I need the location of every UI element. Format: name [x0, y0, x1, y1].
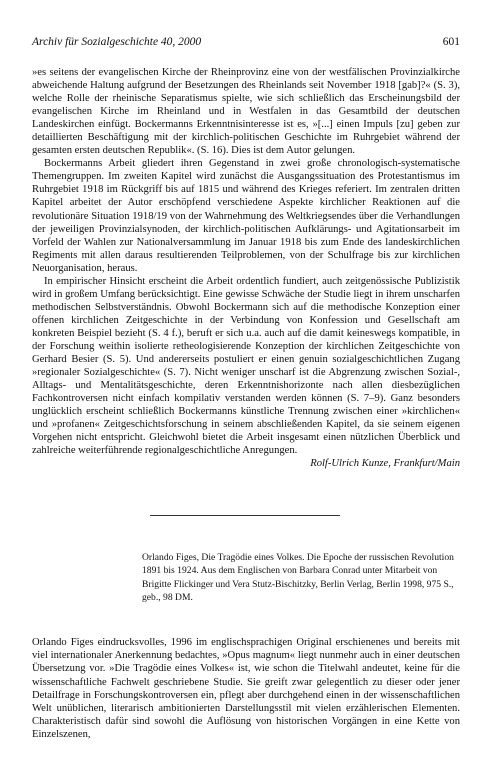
journal-title: Archiv für Sozialgeschichte 40, 2000 — [32, 36, 202, 48]
bibliography-text: Orlando Figes, Die Tragödie eines Volkes. Die Epoche der russischen Revolution 1891 bis 1924. Aus dem Englischen von Barbara Conrad unter Mitarbeit von Brigitte Flickinger und Vera Stutz-Bischitzky, Berlin Verlag, Berlin 1998, 975 S., geb., 98 DM. — [142, 552, 454, 604]
review-figes — [32, 636, 460, 742]
page-number: 601 — [442, 36, 460, 48]
review-paragraph: Bockermanns Arbeit gliedert ihren Gegenstand in zwei große chronologisch-systematische Themengruppen. Im zweiten Kapitel wird zunächst die Ausgangssituation des Protestantismus im Ruhrgebiet 1918 im Rückgriff bis auf 1815 und während des Krieges referiert. Im zentralen dritten Kapitel arbeitet der Autor erschöpfend verschiedene Aspekte kirchlicher Reaktionen auf die revolutionäre Situation 1918/19 von der Wahrnehmung des Weltkriegsendes über die Verhandlungen der jeweiligen Provinzialsynoden, der kirchlich-politischen Aufklärungs- und Agitationsarbeit im Vorfeld der Wahlen zur Nationalversammlung im Januar 1918 bis zum Ende des landeskirchlichen Regiments mit allen daraus resultierenden Teilproblemen, von der Schulfrage bis zur kirchlichen Neuorganisation, heraus. — [32, 158, 460, 274]
signature-line — [32, 457, 460, 470]
running-head — [32, 36, 460, 52]
section-divider — [150, 515, 340, 516]
review-kunze — [32, 66, 460, 470]
review-paragraph: »es seitens der evangelischen Kirche der Rheinprovinz eine von der westfälischen Provinzialkirche abweichende Haltung aufgrund der Besetzungen des Rheinlands seit November 1918 [gab]?« (S. 3), welche Rolle der rheinische Separatismus spielte, wie sich schließlich das Erscheinungsbild der evangelischen Kirche im Rheinland und in Westfalen in das Gesamtbild der deutschen Landeskirchen einfügt. Bockermanns Erkenntnisinteresse ist es, »[...] einen Impuls [zu] geben zur detaillierten Beschäftigung mit der kirchlich-politischen Geschichte im Ruhrgebiet während der gesamten ersten deutschen Republik«. (S. 16). Dies ist dem Autor gelungen. — [32, 67, 460, 157]
review-paragraph: In empirischer Hinsicht erscheint die Arbeit ordentlich fundiert, auch zeitgenössische Publizistik wird in großem Umfang berücksichtigt. Eine gewisse Schwäche der Studie liegt in ihrem unscharfen methodischen Selbstverständnis. Obwohl Bockermann sich auf die methodische Konzeption einer offenen kirchlichen Zeitgeschichte in der Verbindung von Konfession und Gesellschaft am konkreten Beispiel bezieht (S. 4 f.), beruft er sich u.a. auch auf die damit keineswegs kompatible, in der Forschung weithin isolierte retheologisierende Konzeption der kirchlichen Zeitgeschichte von Gerhard Besier (S. 5). Und andererseits postuliert er einen genuin sozialgeschichtlichen Zugang »regionaler Sozialgeschichte« (S. 7). Nicht weniger unscharf ist die Abgrenzung zwischen Sozial-, Alltags- und Mentalitätsgeschichte, deren Erkenntnishorizonte nach allen diesbezüglichen Fachkontroversen nicht einfach kompilativ verstanden werden können (S. 7–9). Ganz besonders unglücklich erscheint schließlich Bockermanns künstliche Trennung zwischen einer »kirchlichen« und »profanen« Zeitgeschichtsforschung in seinem abschließenden Kapitel, da sie seinem eigenen Vorgehen nicht entspricht. Gleichwohl bietet die Arbeit insgesamt einen nützlichen Überblick und zahlreiche weiterführende regionalgeschichtliche Anregungen. — [32, 275, 460, 457]
reviewer-signature: Rolf-Ulrich Kunze, Frankfurt/Main — [310, 458, 460, 470]
bibliography-entry — [142, 551, 460, 605]
review-paragraph: Orlando Figes eindrucksvolles, 1996 im englischsprachigen Original erschienenes und bereits mit viel internationaler Anerkennung bedachtes, »Opus magnum« liegt nunmehr auch in einer deutschen Übersetzung vor. »Die Tragödie eines Volkes« ist, wie schon die Titelwahl andeutet, keine für die wissenschaftliche Fachwelt geschriebene Studie. Sie greift zwar gelegentlich zu dieser oder jener Detailfrage in Forschungskontroversen ein, pflegt aber durchgehend einen in der wissenschaftlichen Welt unüblichen, literarisch ambitionierten Darstellungsstil mit vielen erzählerischen Elementen. Charakteristisch dafür sind sowohl die Auflösung von historischen Vorgängen in eine Kette von Einzelszenen, — [32, 637, 460, 741]
